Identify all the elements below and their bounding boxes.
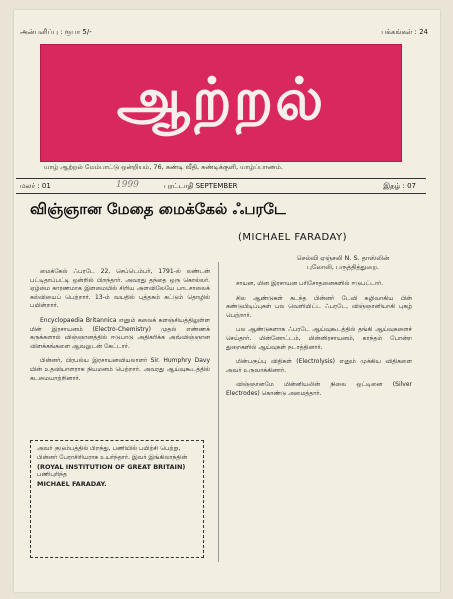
month-label: புரட்டாதி SEPTEMBER bbox=[164, 182, 238, 190]
paragraph: மின்பகுப்பு விதிகள் (Electrolysis) எனும் முக்கிய விதிகளை அவர் உருவாக்கினார். bbox=[226, 358, 412, 374]
column-divider bbox=[218, 262, 219, 562]
volume-label: மலர் : 01 bbox=[20, 182, 51, 190]
paragraph: சாயன, மின இரசாயன பரிசோதனைகளில் ஈடுபட்டார். bbox=[236, 280, 384, 287]
page-count-label: பக்கங்கள் : 24 bbox=[381, 28, 428, 36]
highlight-box bbox=[30, 440, 204, 558]
author-name: செல்வி ஏஞ்சலி N. S. தாஸ்லின் bbox=[296, 254, 390, 262]
box-name: MICHAEL FARADAY. bbox=[37, 480, 107, 489]
article-headline-english: (MICHAEL FARADAY) bbox=[238, 232, 348, 243]
handwritten-year: 1999 bbox=[116, 180, 139, 190]
publisher-address: யாழ் ஆற்றல் மேம்பாட்டு ஒன்றியம், 76, கண்டி வீதி, சுண்டிக்குளி, யாழ்ப்பாணம். bbox=[44, 163, 283, 171]
article-headline: விஞ்ஞான மேதை மைக்கேல் ஃபரடே bbox=[30, 200, 286, 218]
paragraph: பின்னர், பிரபல்ய இரசாயனவியலாளர் Sir. Humphry Davy யின் உதவியாளராக நியமனம் பெற்றார். அவரது ஆய்வுகூடத்தில் கடமையாற்றினார். bbox=[30, 357, 210, 382]
box-text-after: பணிபுரிந்த bbox=[37, 471, 67, 479]
price-label: அன்பளிப்பு : ரூபா 5/- bbox=[20, 28, 92, 36]
box-text: அவர் குடும்பத்தில் பிறந்து, பணியில் பயிற்சி பெற்று, பின்னர் பேராசிரியராக உயர்ந்தார். இவர் இங்கிலாந்தின் bbox=[37, 445, 188, 461]
masthead-title: ஆற்றல் bbox=[116, 65, 326, 133]
issue-info-bar bbox=[16, 178, 426, 194]
paragraph: சில ஆண்டுகள் கடந்த பின்னர் டேவி கழிவாகிய பின் கண்டுபிடிப்புகள் பல வெளியிட்ட ஃபரடே, விஞ்ஞானியாகி புகழ் பெற்றார். bbox=[226, 294, 412, 319]
paragraph: Encyclopaedia Britannica எனும் கலைக் களஞ்சியத்திலுள்ள மின் இரசாயனம் (Electro-Chemistry) முதல் எண்ணக் கருக்களால் விஞ்ஞானத்தில் ஈடுபாடு அதிகரிக்க அவ்விஞ்ஞான விளக்கங்களை ஆவலுடன் கேட்டார். bbox=[30, 316, 210, 350]
article-column-left bbox=[30, 268, 210, 389]
paragraph: விஞ்ஞானமே மின்னியலின் நிலை ஒட்டினை (Silver Electrodes) கொண்டு அமைத்தார். bbox=[226, 381, 412, 397]
masthead-banner bbox=[40, 44, 402, 162]
author-byline bbox=[268, 254, 418, 272]
author-location: புலோலி, பருத்தித்துறை. bbox=[307, 263, 379, 271]
article-column-right bbox=[226, 280, 412, 405]
paragraph: மைக்கேல் ஃபரடே 22, செப்டெம்பர், 1791-ல் லண்டன் பட்டிதாப்பட்டி ஒன்றில் பிறந்தார். அவரது தந்தை ஒரு கொல்லர். ஏழ்மை காரணமாக இளமையில் சிறிய அளவிலேயே பாடசாலைக் கல்வியைப் பெற்றார். 13-ம் வயதில் புத்தகம் கட்டும் தொழில் பயின்றார். bbox=[30, 268, 210, 310]
issue-label: இதழ் : 07 bbox=[383, 182, 416, 190]
box-institution: (ROYAL INSTITUTION OF GREAT BRITAIN) bbox=[37, 462, 186, 471]
paragraph: பல ஆண்டுகளாக ஃபரடே ஆய்வுகூடத்தில் தங்கி ஆய்வுகளைச் செய்தார். மின்னோட்டம், மின்னிரசாயனம், காந்தம் போன்ற துறைகளில் ஆய்வுகள் நடாத்தினார். bbox=[226, 326, 412, 351]
